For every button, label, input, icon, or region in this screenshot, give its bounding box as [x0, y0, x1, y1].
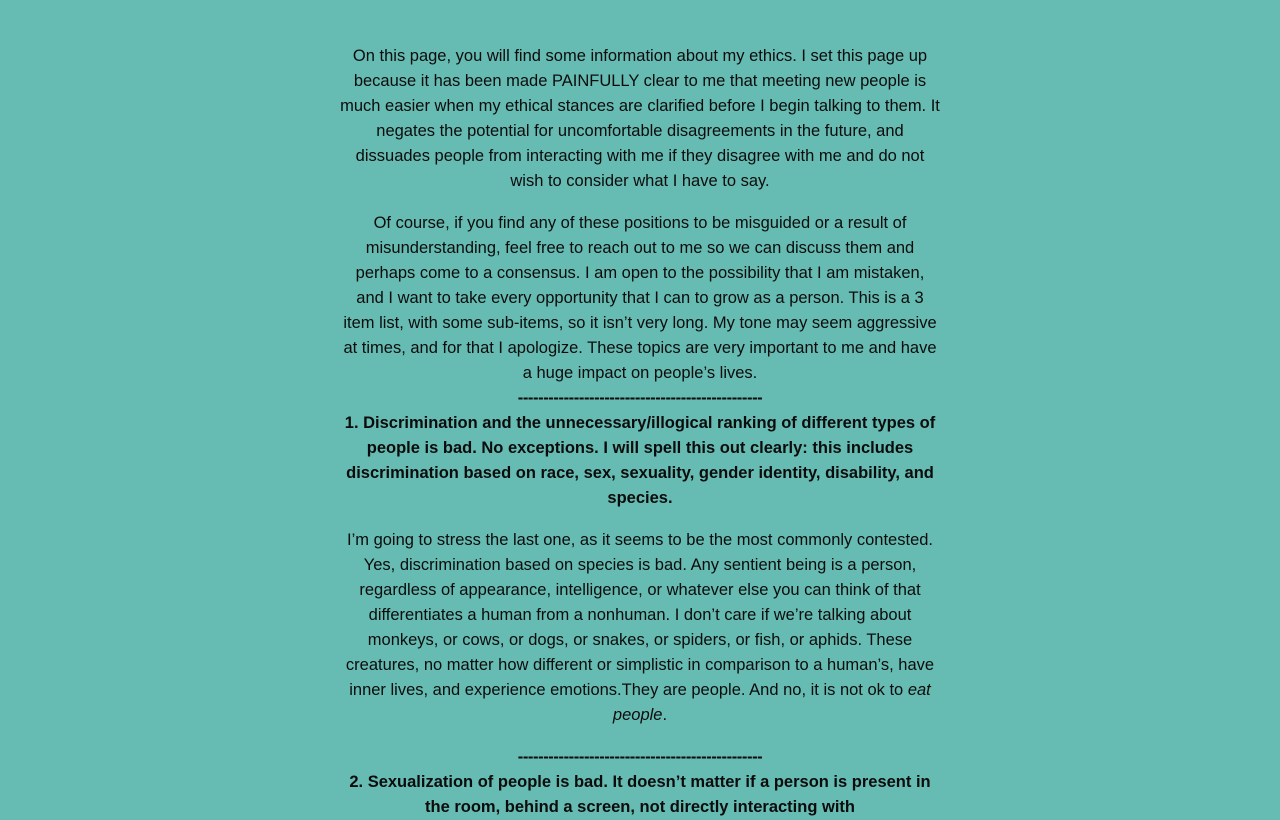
- section-1-body-text: I’m going to stress the last one, as it seems to be the most commonly contested. Yes, discrimination based on species is bad. Any sentient being is a person, regardless of appearance, intelligence, or whatever else you can think of that differentiates a human from a nonhuman. I don’t care if we’re talking about monkeys, or cows, or dogs, or snakes, or spiders, or fish, or aphids. These creatures, no matter how different or simplistic in comparison to a human’s, have inner lives, and experience emotions.They are people. And no, it is not ok to: [345, 531, 935, 699]
- disclaimer-paragraph: Of course, if you find any of these positions to be misguided or a result of misunderstanding, feel free to reach out to me so we can discuss them and perhaps come to a consensus. I am open to the possibility that I am mistaken, and I want to take every opportunity that I can to grow as a person. This is a 3 item list, with some sub-items, so it isn’t very long. My tone may seem aggressive at times, and for that I apologize. These topics are very important to me and have a huge impact on people’s lives.: [343, 214, 937, 382]
- section-1-body-tail: .: [662, 706, 668, 724]
- section-divider-1: ------------------------------------------------: [517, 389, 763, 407]
- section-1-emphasis: eat people: [612, 681, 931, 724]
- page-content: [340, 0, 940, 820]
- section-divider-2: ------------------------------------------------: [517, 748, 763, 766]
- section-1-body: [340, 528, 940, 728]
- intro-paragraph: On this page, you will find some information about my ethics. I set this page up because it has been made PAINFULLY clear to me that meeting new people is much easier when my ethical stances are clarified before I begin talking to them. It negates the potential for uncomfortable disagreements in the future, and dissuades people from interacting with me if they disagree with me and do not wish to consider what I have to say.: [340, 47, 940, 190]
- section-heading-1: 1. Discrimination and the unnecessary/illogical ranking of different types of people is bad. No exceptions. I will spell this out clearly: this includes discrimination based on race, sex, sexuality, gender identity, disability, and species.: [344, 414, 936, 507]
- section-heading-2: 2. Sexualization of people is bad. It doesn’t matter if a person is present in the room, behind a screen, not directly interacting with: [349, 773, 931, 816]
